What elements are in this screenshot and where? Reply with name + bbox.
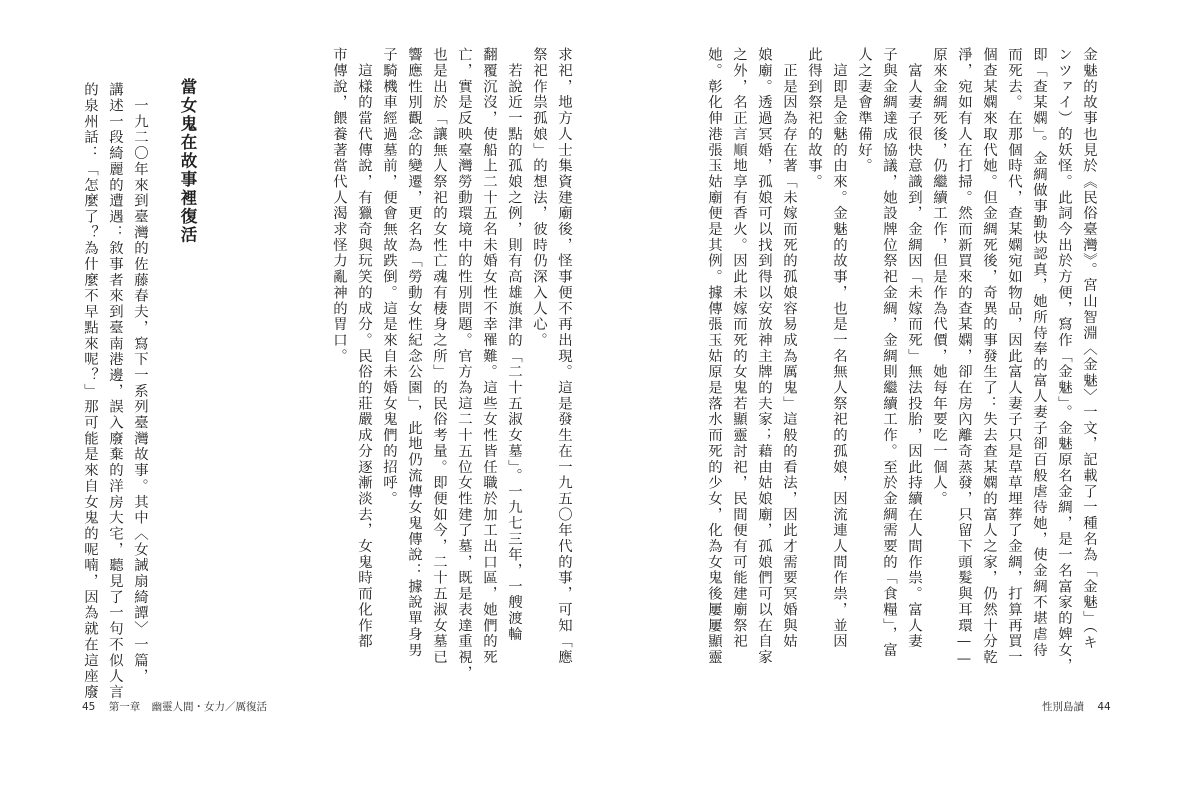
right-page: [591, 0, 1182, 800]
left-line-7: 響應性別觀念的變遷，更名為「勞動女性紀念公園」，此地仍流傳女鬼傳說：據說單身男: [406, 47, 422, 658]
left-line-5: 亡，實是反映臺灣勞動環境中的性別問題。官方為這二十五位女性建了墓，既是表達重視，: [456, 47, 472, 681]
left-folio: [82, 699, 267, 714]
right-line-5: 個查某嫻來取代她。但金綢死後，奇異的事發生了：失去查某嫻的富人之家，仍然十分乾: [981, 47, 997, 666]
right-folio: [1042, 699, 1111, 714]
left-line-3: 若說近一點的孤娘之例，則有高雄旗津的「二十五淑女墓」。一九七三年，一艘渡輪: [506, 47, 522, 643]
right-line-4: 而死去。在那個時代，查某嫻宛如物品，因此富人妻子只是草草埋葬了金綢，打算再買一: [1006, 47, 1022, 666]
left-line-1: 求祀，地方人士集資建廟後，怪事便不再出現。這是發生在一九五〇年代的事，可知「應: [556, 47, 572, 666]
left-folio-title: 幽靈人間・女力／厲復活: [151, 701, 268, 713]
right-line-1: 金魅的故事也見於《民俗臺灣》。宮山智淵〈金魅〉一文，記載了一種名為「金魅」（キ: [1081, 47, 1097, 651]
left-line-11: 一九二〇年來到臺灣的佐藤春夫，寫下一系列臺灣故事。其中〈女誡扇綺譚〉一篇，: [132, 82, 148, 685]
left-line-6: 也是出於「讓無人祭祀的女性亡魂有棲身之所」的民俗考量。即便如今，二十五淑女墓已: [431, 47, 447, 666]
right-line-11: 這即是金魅的由來。金魅的故事，也是一名無人祭祀的孤娘，因流連人間作祟，並因: [831, 47, 847, 650]
left-line-2: 祭祀作祟孤娘」的想法，彼時仍深入人心。: [531, 47, 547, 349]
right-line-16: 她。彰化伸港張玉姑廟便是其例。據傳張玉姑原是落水而死的少女，化為女鬼後屢屢顯靈: [706, 47, 722, 666]
section-heading: 當女鬼在故事裡復活: [178, 78, 197, 245]
left-line-9: 這樣的當代傳說，有獵奇與玩笑的成分。民俗的莊嚴成分逐漸淡去，女鬼時而化作都: [356, 47, 372, 650]
right-line-2: ンツァイ）的妖怪。此詞今出於方便，寫作「金魅」。金魅原名金綢，是一名富家的婢女，: [1056, 47, 1072, 674]
right-line-3: 即「查某嫻」。金綢做事勤快認真，她所侍奉的富人妻子卻百般虐待她，使金綢不堪虐待: [1031, 47, 1047, 658]
left-line-4: 翻覆沉沒，使船上二十五名未婚女性不幸罹難。這些女性皆任職於加工出口區，她們的死: [481, 47, 497, 666]
right-body: [701, 47, 1101, 674]
right-line-8: 富人妻子很快意識到，金綢因「未嫁而死」無法投胎，因此持續在人間作祟。富人妻: [906, 47, 922, 650]
right-line-9: 子與金綢達成協議，她設牌位祭祀金綢，金綢則繼續工作。至於金綢需要的「食糧」，富: [881, 47, 897, 658]
right-line-13: 正是因為存在著「未嫁而死的孤娘容易成為厲鬼」這般的看法，因此才需要冥婚與姑: [781, 47, 797, 650]
left-folio-chapter: 第一章: [108, 701, 141, 713]
right-line-14: 娘廟。透過冥婚，孤娘可以找到得以安放神主牌的夫家；藉由姑娘廟，孤娘們可以在自家: [756, 47, 772, 666]
right-line-6: 淨，宛如有人在打掃。然而新買來的查某嫻，卻在房內離奇蒸發，只留下頭髮與耳環——: [956, 47, 972, 669]
left-line-10: 市傳說，餵養著當代人渴求怪力亂神的胃口。: [331, 47, 347, 364]
right-page-number: 44: [1097, 701, 1111, 713]
left-line-8: 子騎機車經過墓前，便會無故跌倒。這是來自未婚女鬼們的招呼。: [381, 47, 397, 507]
left-body-bottom: [77, 82, 152, 700]
right-line-10: 人之妻會準備好。: [856, 47, 872, 174]
left-line-13: 的泉州話：「怎麼了？為什麼不早點來呢？」那可能是來自女鬼的呢喃，因為就在這座廢: [82, 82, 98, 701]
right-line-15: 之外，名正言順地享有香火。因此未嫁而死的女鬼若顯靈討祀，民間便有可能建廟祭祀: [731, 47, 747, 650]
left-body-top: [326, 47, 576, 681]
left-line-12: 講述一段綺麗的遭遇：敘事者來到臺南港邊，誤入廢棄的洋房大宅，聽見了一句不似人言: [107, 82, 123, 701]
left-page-number: 45: [82, 701, 96, 713]
right-folio-title: 性別島讀: [1042, 701, 1084, 713]
right-line-12: 此得到祭祀的故事。: [806, 47, 822, 190]
right-line-7: 原來金綢死後，仍繼續工作，但是作為代價，她每年要吃一個人。: [931, 47, 947, 507]
